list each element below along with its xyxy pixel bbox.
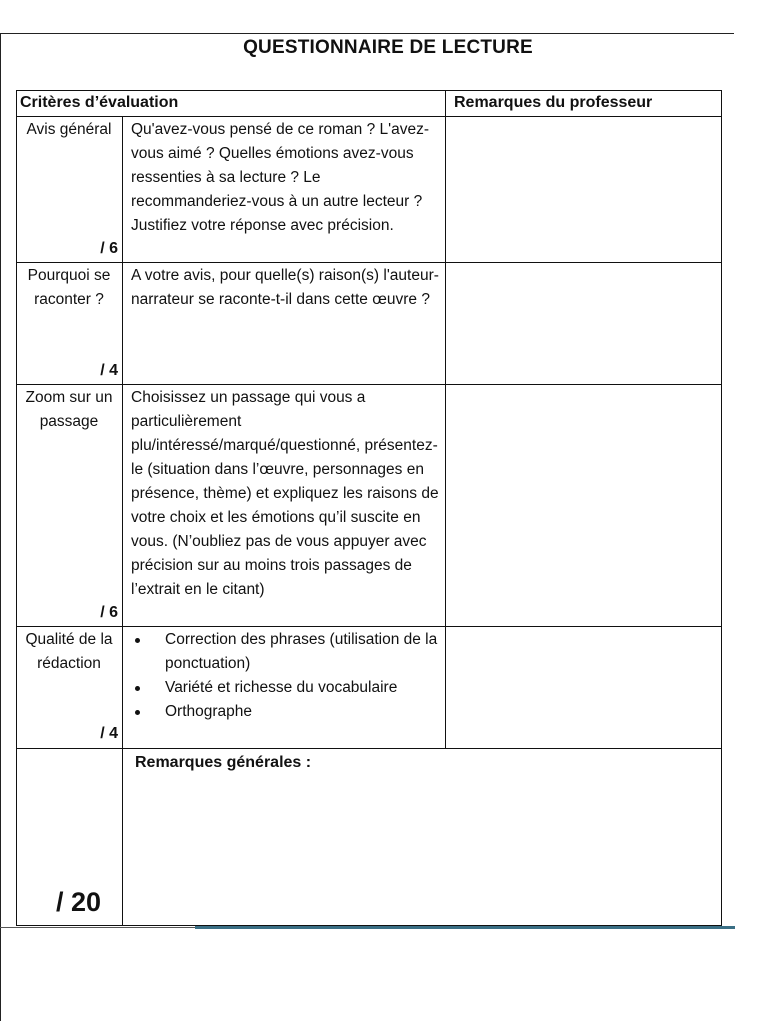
column-divider-remarks <box>445 90 446 748</box>
header-teacher-remarks: Remarques du professeur <box>454 94 653 111</box>
score-qualite-redaction: / 4 <box>100 725 118 742</box>
redaction-criteria-list <box>131 628 443 724</box>
question-avis-general: Qu'avez-vous pensé de ce roman ? L'avez-vous aimé ? Quelles émotions avez-vous ressenties à sa lecture ? Le recommanderiez-vous à un autre lecteur ? Justifiez votre réponse avec précision. <box>131 121 429 234</box>
bullet-orthographe: Orthographe <box>131 700 443 724</box>
header-criteria: Critères d’évaluation <box>20 94 179 111</box>
score-avis-general: / 6 <box>100 240 118 257</box>
row-divider-header <box>16 116 722 117</box>
criterion-zoom-passage: Zoom sur un passage <box>25 389 113 430</box>
total-score: / 20 <box>56 887 102 917</box>
bottom-rule-blue <box>195 926 735 929</box>
row-divider-1 <box>16 262 722 263</box>
question-zoom-passage: Choisissez un passage qui vous a particulièrement plu/intéressé/marqué/questionné, présentez-le (situation dans l’œuvre, personnages en présence, thème) et expliquez les raisons de votre choix et les émotions qu’il suscite en vous. (N’oubliez pas de vous appuyer avec précision sur au moins trois passages de l’extrait en le citant) <box>131 389 439 598</box>
bottom-rule-gray <box>0 927 200 928</box>
table-border-left <box>16 90 17 926</box>
left-page-edge <box>0 33 1 1021</box>
question-pourquoi-se-raconter: A votre avis, pour quelle(s) raison(s) l'auteur-narrateur se raconte-t-il dans cette œuvre ? <box>131 267 439 308</box>
score-zoom-passage: / 6 <box>100 604 118 621</box>
criterion-pourquoi-se-raconter: Pourquoi se raconter ? <box>27 267 111 308</box>
top-rule <box>0 33 734 34</box>
row-divider-3 <box>16 626 722 627</box>
score-pourquoi-se-raconter: / 4 <box>100 362 118 379</box>
column-divider-criteria <box>122 116 123 926</box>
bullet-vocabulaire: Variété et richesse du vocabulaire <box>131 676 443 700</box>
bullet-correction-phrases: Correction des phrases (utilisation de la ponctuation) <box>131 628 443 676</box>
page-title: QUESTIONNAIRE DE LECTURE <box>243 37 533 58</box>
general-remarks-label: Remarques générales : <box>135 754 312 771</box>
table-border-right <box>721 90 722 926</box>
criterion-avis-general: Avis général <box>26 121 112 138</box>
evaluation-table <box>16 90 722 926</box>
row-divider-2 <box>16 384 722 385</box>
criterion-qualite-redaction: Qualité de la rédaction <box>25 631 113 672</box>
row-divider-4 <box>16 748 722 749</box>
